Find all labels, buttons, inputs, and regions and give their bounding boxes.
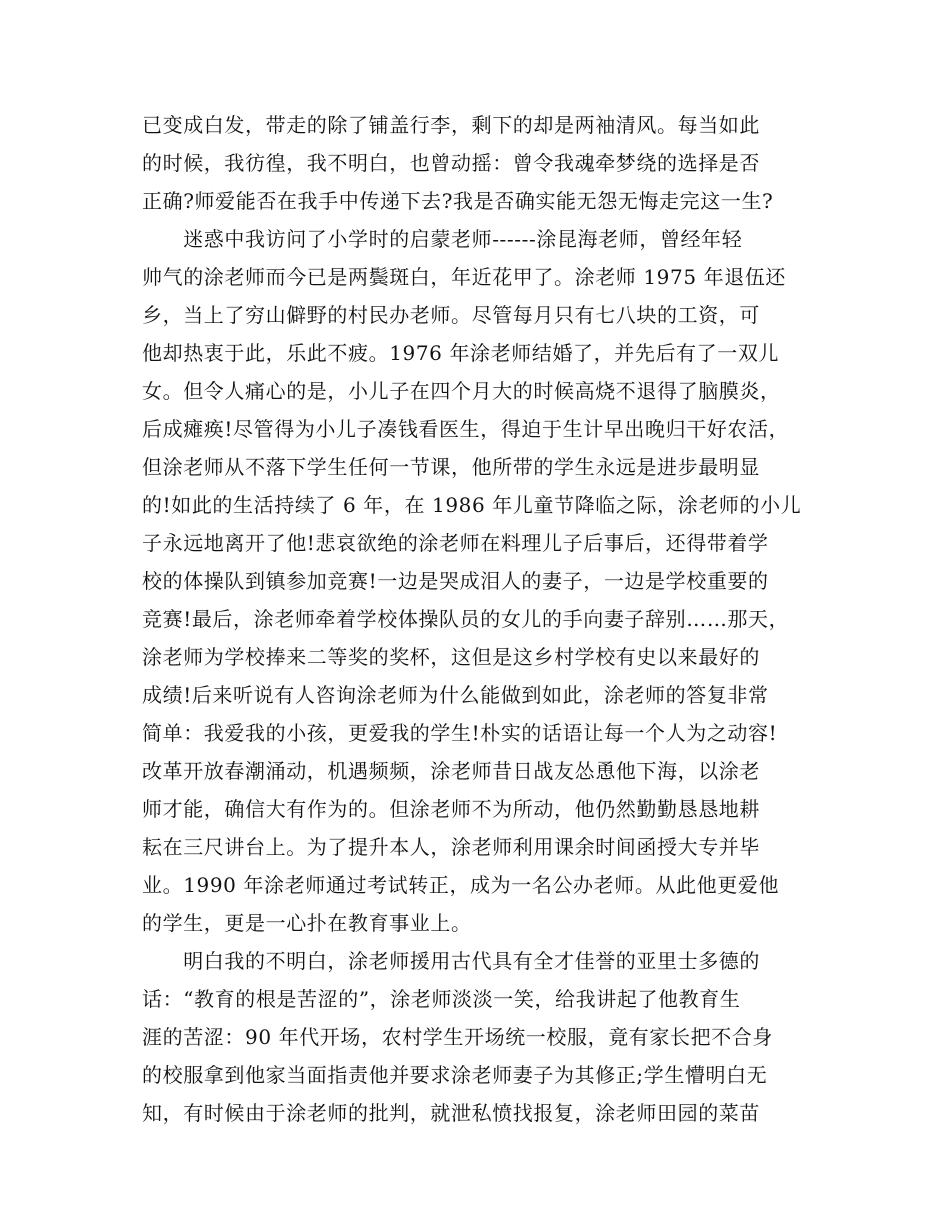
text-line: 但涂老师从不落下学生任何一节课，他所带的学生永远是进步最明显 [142,455,760,479]
text-line: 校的体操队到镇参加竞赛!一边是哭成泪人的妻子，一边是学校重要的 [142,569,769,593]
text-line: 成绩!后来听说有人咨询涂老师为什么能做到如此，涂老师的答复非常 [142,683,769,707]
text-line: 耘在三尺讲台上。为了提升本人，涂老师利用课余时间函授大专并毕 [142,835,760,859]
text-line: 竞赛!最后，涂老师牵着学校体操队员的女儿的手向妻子辞别……那天， [142,607,790,631]
text-line: 后成瘫痪!尽管得为小儿子凑钱看医生，得迫于生计早出晚归干好农活， [142,417,790,441]
text-line: 涯的苦涩：90 年代开场，农村学生开场统一校服，竟有家长把不合身 [142,1025,774,1049]
text-line: 迷惑中我访问了小学时的启蒙老师------涂昆海老师，曾经年轻 [142,227,743,251]
text-line: 乡，当上了穷山僻野的村民办老师。尽管每月只有七八块的工资，可 [142,303,760,327]
text-line: 已变成白发，带走的除了铺盖行李，剩下的却是两袖清风。每当如此 [142,113,760,137]
text-line: 他却热衷于此，乐此不疲。1976 年涂老师结婚了，并先后有了一双儿 [142,341,780,365]
text-line: 帅气的涂老师而今已是两鬓斑白，年近花甲了。涂老师 1975 年退伍还 [142,265,787,289]
text-line: 明白我的不明白，涂老师援用古代具有全才佳誉的亚里士多德的 [142,949,760,973]
text-line: 正确?师爱能否在我手中传递下去?我是否确实能无怨无悔走完这一生? [142,189,774,213]
text-line: 话：“教育的根是苦涩的”，涂老师淡淡一笑，给我讲起了他教育生 [142,987,741,1011]
text-line: 女。但令人痛心的是，小儿子在四个月大的时候高烧不退得了脑膜炎， [142,379,781,403]
text-line: 的!如此的生活持续了 6 年，在 1986 年儿童节降临之际，涂老师的小儿 [142,493,802,517]
document-body-text [142,106,822,1132]
text-line: 师才能，确信大有作为的。但涂老师不为所动，他仍然勤勤恳恳地耕 [142,797,760,821]
text-line: 改革开放春潮涌动，机遇频频，涂老师昔日战友怂恿他下海，以涂老 [142,759,760,783]
text-line: 简单：我爱我的小孩，更爱我的学生!朴实的话语让每一个人为之动容! [142,721,778,745]
text-line: 的时候，我彷徨，我不明白，也曾动摇：曾令我魂牵梦绕的选择是否 [142,151,760,175]
text-line: 知，有时候由于涂老师的批判，就泄私愤找报复，涂老师田园的菜苗 [142,1101,760,1125]
text-line: 业。1990 年涂老师通过考试转正，成为一名公办老师。从此他更爱他 [142,873,780,897]
text-line: 的学生，更是一心扑在教育事业上。 [142,911,472,935]
text-line: 的校服拿到他家当面指责他并要求涂老师妻子为其修正;学生懵明白无 [142,1063,768,1087]
text-line: 子永远地离开了他!悲哀欲绝的涂老师在料理儿子后事后，还得带着学 [142,531,769,555]
text-line: 涂老师为学校捧来二等奖的奖杯，这但是这乡村学校有史以来最好的 [142,645,760,669]
